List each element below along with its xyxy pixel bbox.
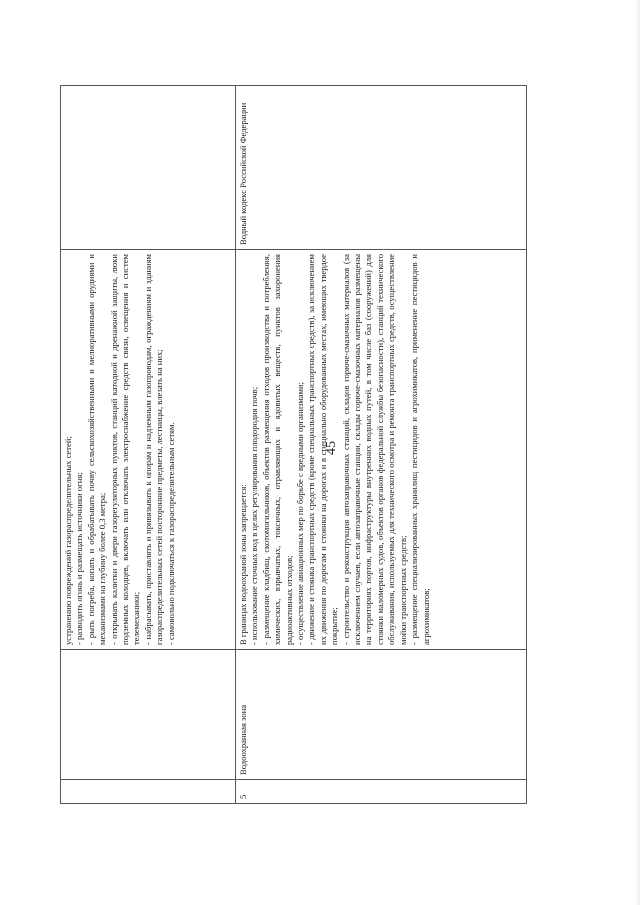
- requirement-line: - набрасывать, приставлять и привязывать к опорам и надземным газопроводам, ограждениям и зданиям газораспределительных сетей посторонние предметы, лестницы, влезать на них;: [142, 254, 165, 645]
- table-row: [236, 86, 527, 804]
- requirement-line: В границах водоохраной зоны запрещается:: [238, 484, 248, 645]
- requirement-line: - размещение кладбищ, скотомогильников, объектов размещения отходов производства и потребления, химических, взрывчатых, токсичных, отравляющих и ядовитых веществ, пунктов захоронения радиоактивных отходов;: [260, 254, 294, 645]
- page-number: 45: [324, 441, 339, 455]
- requirement-line: - осуществление авиационных мер по борьбе с вредными организмами;: [295, 382, 306, 645]
- zone-name-cell: Водоохранная зона: [236, 650, 527, 780]
- requirement-line: - самовольно подключаться к газораспределительным сетям.: [165, 422, 176, 645]
- row-number-cell: 5: [236, 780, 527, 804]
- requirements-cell: [61, 250, 236, 650]
- requirement-line: - разводить огонь и размещать источники огня;: [74, 472, 85, 645]
- requirement-line: - рыть погреба, копать и обрабатывать почву сельскохозяйственными и мелиоративными орудиями и механизмами на глубину более 0,3 метра;: [85, 254, 108, 645]
- requirements-cell: [236, 250, 527, 650]
- requirement-line: - движение и стоянка транспортных средств (кроме специальных транспортных средств), за исключением их движения по дорогам и стоянки на дорогах и в специально оборудованных местах, имеющих твердое покрытие;: [306, 254, 340, 645]
- rotated-table-container: [60, 86, 516, 804]
- law-cell: Водный кодекс Российской Федерации: [236, 86, 527, 250]
- requirement-line: - размещение специализированных хранилищ пестицидов и агрохимикатов, применение пестицидов и агрохимикатов;: [409, 254, 431, 645]
- requirement-line: - использование сточных вод в целях регулирования плодородия почв;: [249, 386, 260, 645]
- zone-name-cell: [61, 650, 236, 780]
- requirement-line: - открывать калитки и двери газорегуляторных пунктов, станций катодной и дренажной защиты, люки подземных колодцев, включать или отключать электроснабжение средств связи, освещения и систем телемеханики;: [108, 254, 142, 645]
- rotated-table: [60, 86, 516, 804]
- table-row: [61, 86, 236, 804]
- row-number-cell: [61, 780, 236, 804]
- requirement-line: - строительство и реконструкция автозаправочных станций, складов горюче-смазочных материалов (за исключением случаев, если автозаправочные станции, склады горюче-смазочных материалов размещены на территориях портов, инфраструктуры внутренних водных путей, в том числе баз (сооружений) для стоянки маломерных судов, объектов органов федеральной службы безопасности), станций технического обслуживания, используемых для технического осмотра и ремонта транспортных средств, осуществление мойки транспортных средств;: [340, 254, 408, 645]
- restrictions-table: [60, 85, 527, 804]
- requirement-line: устранению повреждений газораспределительных сетей;: [63, 436, 73, 645]
- law-cell: [61, 86, 236, 250]
- scan-edge-shadow: [634, 0, 640, 905]
